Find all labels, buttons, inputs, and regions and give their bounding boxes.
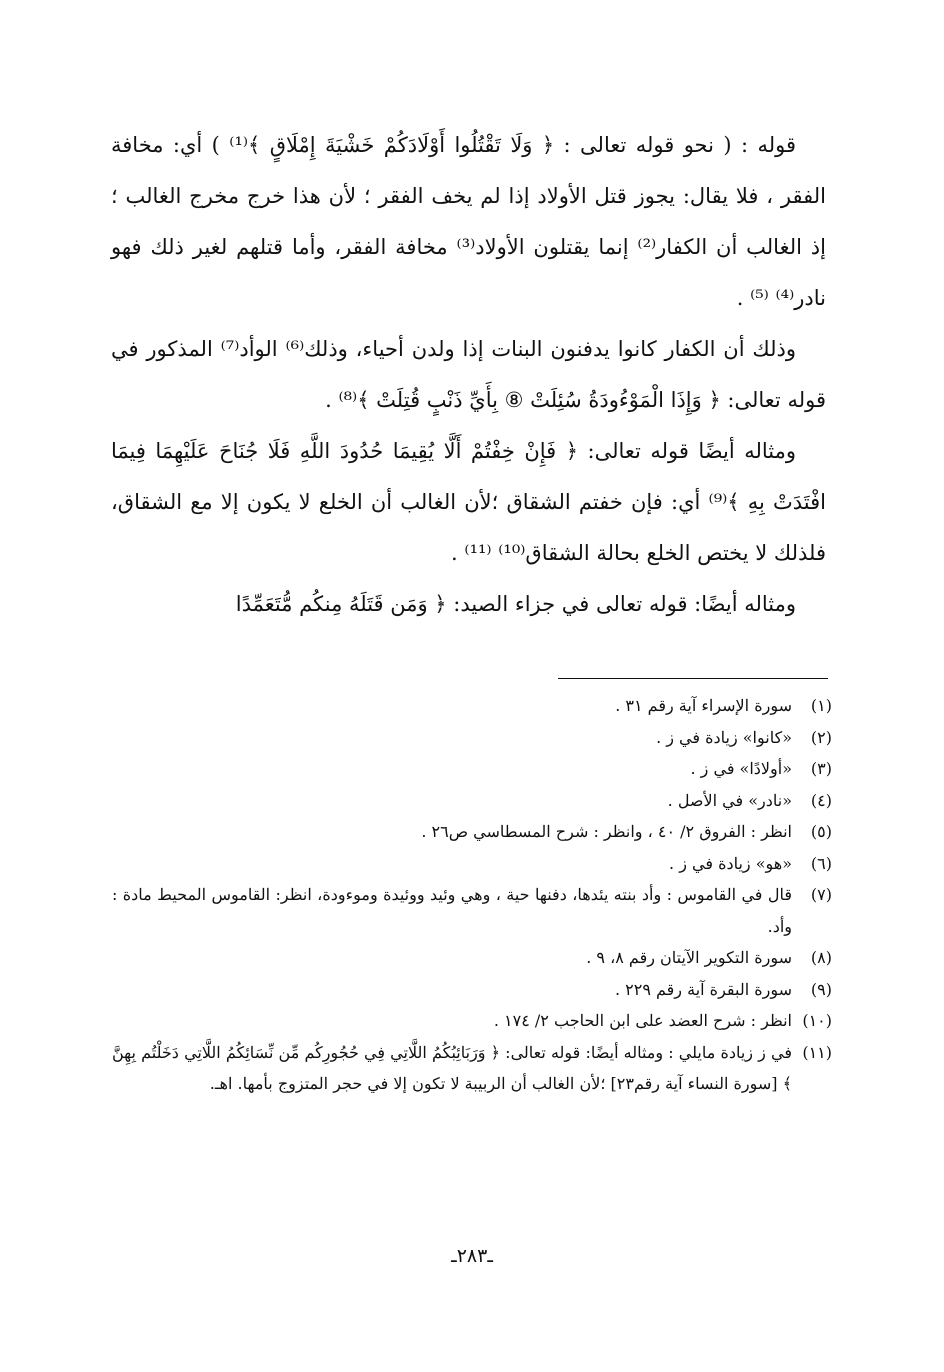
footnote-number: (٤) bbox=[810, 790, 832, 810]
footnote bbox=[112, 974, 832, 1006]
footnote bbox=[112, 848, 832, 880]
paragraph: قوله : ( نحو قوله تعالى : ﴿ وَلَا تَقْتُلُوا أَوْلَادَكُمْ خَشْيَةَ إِمْلَاقٍ ﴾⁽¹⁾ ) أي: مخافة الفقر ، فلا يقال: يجوز قتل الأولاد إذا لم يخف الفقر ؛ لأن هذا خرج مخرج الغالب ؛ إذ الغالب أن الكفار⁽²⁾ إنما يقتلون الأولاد⁽³⁾ مخافة الفقر، وأما قتلهم لغير ذلك فهو نادر⁽⁴⁾ ⁽⁵⁾ . bbox=[111, 133, 826, 310]
footnote-separator bbox=[558, 678, 828, 679]
footnote-number: (٦) bbox=[810, 853, 832, 873]
footnote-text: «نادر» في الأصل . bbox=[667, 790, 792, 810]
footnote-text: قال في القاموس : وأد بنته يئدها، دفنها حية ، وهي وئيد ووئيدة وموءودة، انظر: القاموس المحيط مادة : وأد. bbox=[112, 885, 792, 936]
footnote-text: انظر : شرح العضد على ابن الحاجب ٢/ ١٧٤ . bbox=[493, 1011, 792, 1030]
page-number: ـ٢٨٣ـ bbox=[451, 1245, 493, 1267]
footnote bbox=[112, 879, 832, 942]
paragraph: ومثاله أيضًا: قوله تعالى في جزاء الصيد: ﴿ وَمَن قَتَلَهُ مِنكُم مُّتَعَمِّدًا bbox=[235, 592, 796, 616]
footnote bbox=[112, 1037, 832, 1100]
paragraph: وذلك أن الكفار كانوا يدفنون البنات إذا ولدن أحياء، وذلك⁽⁶⁾ الوأد⁽⁷⁾ المذكور في قوله تعالى: ﴿ وَإِذَا الْمَوْءُودَةُ سُئِلَتْ ⑧ بِأَيِّ ذَنْبٍ قُتِلَتْ ﴾⁽⁸⁾ . bbox=[111, 337, 826, 412]
footnote-text: في ز زيادة مايلي : ومثاله أيضًا: قوله تعالى: ﴿ وَرَبَائِبُكُمُ اللَّاتِي فِي حُجُورِكُم مِّن نِّسَائِكُمُ اللَّاتِي دَخَلْتُم بِهِنَّ ﴾ [سورة النساء آية رقم٢٣] ؛لأن الغالب أن الربيبة لا تكون إلا في حجر المتزوج بأمها. اهـ. bbox=[112, 1042, 793, 1093]
footnote bbox=[112, 753, 832, 785]
footnote-number: (٢) bbox=[810, 727, 832, 747]
footnote-text: انظر : الفروق ٢/ ٤٠ ، وانظر : شرح المسطاسي ص٢٦ . bbox=[421, 822, 792, 841]
footnote-number: (١١) bbox=[802, 1042, 832, 1062]
paragraph: ومثاله أيضًا قوله تعالى: ﴿ فَإِنْ خِفْتُمْ أَلَّا يُقِيمَا حُدُودَ اللَّهِ فَلَا جُنَاحَ عَلَيْهِمَا فِيمَا افْتَدَتْ بِهِ ﴾⁽⁹⁾ أي: فإن خفتم الشقاق ؛لأن الغالب أن الخلع لا يكون إلا مع الشقاق، فلذلك لا يختص الخلع بحالة الشقاق⁽¹⁰⁾ ⁽¹¹⁾ . bbox=[111, 439, 827, 565]
main-text bbox=[111, 120, 826, 630]
footnote-text: سورة التكوير الآيتان رقم ٨، ٩ . bbox=[586, 948, 792, 967]
footnote bbox=[112, 816, 832, 848]
footnote bbox=[112, 690, 832, 722]
footnote-number: (٩) bbox=[810, 979, 832, 999]
footnote-number: (٧) bbox=[810, 885, 832, 904]
footnote-number: (١٠) bbox=[802, 1011, 832, 1030]
footnote bbox=[112, 942, 832, 974]
footnote-text: سورة الإسراء آية رقم ٣١ . bbox=[615, 696, 792, 715]
footnote bbox=[112, 1005, 832, 1037]
footnote-text: «هو» زيادة في ز . bbox=[669, 853, 792, 873]
footnote-text: سورة البقرة آية رقم ٢٢٩ . bbox=[614, 979, 792, 999]
footnote bbox=[112, 722, 832, 754]
footnote-text: «كانوا» زيادة في ز . bbox=[656, 727, 792, 747]
footnote-text: «أولادًا» في ز . bbox=[690, 759, 792, 778]
footnote bbox=[112, 785, 832, 817]
footnote-number: (٥) bbox=[810, 822, 832, 841]
footnote-number: (٣) bbox=[810, 759, 832, 778]
footnote-number: (٨) bbox=[810, 948, 832, 967]
footnotes bbox=[112, 690, 832, 1100]
footnote-number: (١) bbox=[810, 696, 832, 715]
